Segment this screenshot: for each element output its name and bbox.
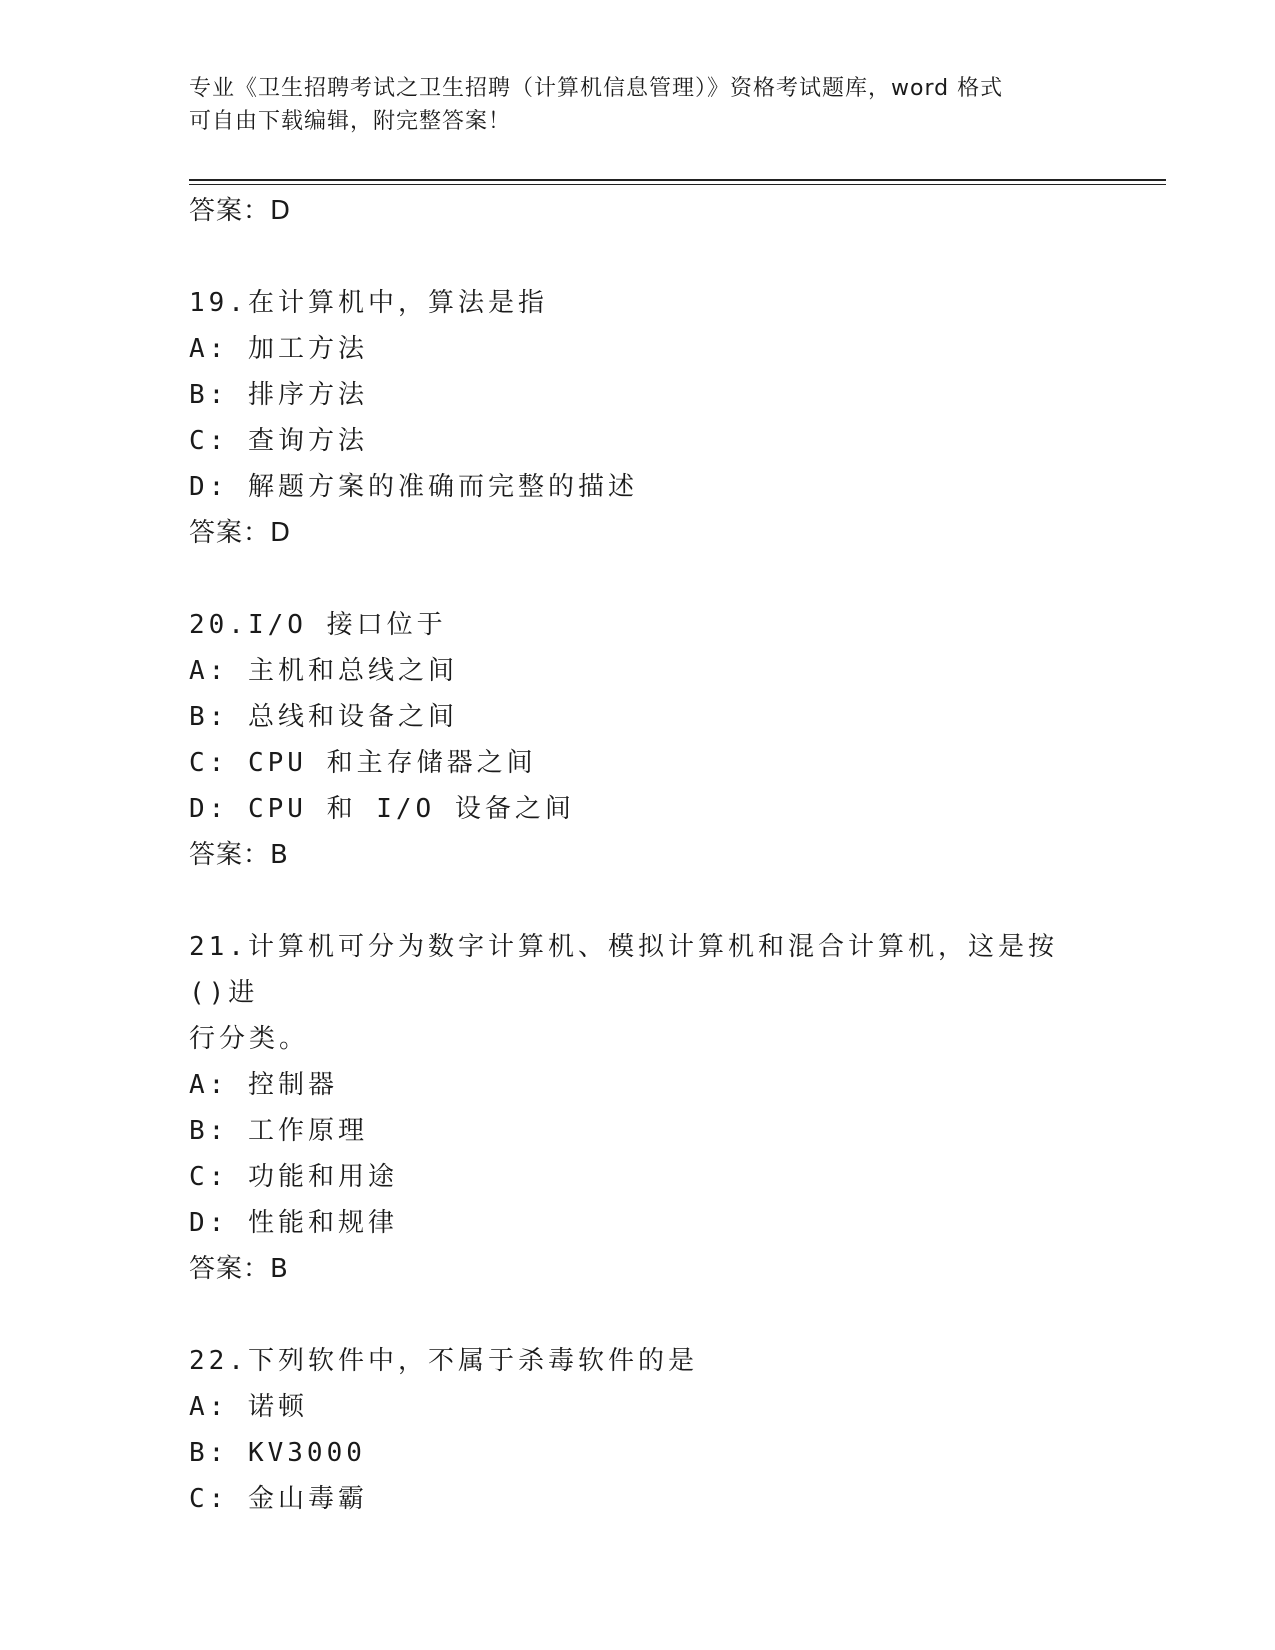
document-header xyxy=(189,72,1089,138)
question-20 xyxy=(189,602,1089,878)
question-19 xyxy=(189,280,1089,556)
option-c: C: 查询方法 xyxy=(189,426,368,456)
header-divider-thin xyxy=(189,184,1166,185)
question-stem-line-1: 21.计算机可分为数字计算机、模拟计算机和混合计算机，这是按()进 xyxy=(189,932,1058,1008)
option-d: D: CPU 和 I/O 设备之间 xyxy=(189,794,575,824)
document-body xyxy=(189,188,1089,1522)
option-a: A: 加工方法 xyxy=(189,334,368,364)
option-d: D: 性能和规律 xyxy=(189,1208,398,1238)
previous-answer: 答案：D xyxy=(189,196,292,226)
option-b: B: 排序方法 xyxy=(189,380,368,410)
option-c: C: 功能和用途 xyxy=(189,1162,398,1192)
option-b: B: KV3000 xyxy=(189,1438,366,1468)
question-21 xyxy=(189,924,1089,1292)
header-divider-thick xyxy=(189,179,1166,181)
question-stem: 22.下列软件中，不属于杀毒软件的是 xyxy=(189,1346,698,1376)
question-stem: 19.在计算机中，算法是指 xyxy=(189,288,548,318)
question-answer: 答案：B xyxy=(189,840,289,870)
header-line-2: 可自由下载编辑，附完整答案！ xyxy=(189,109,512,134)
question-22 xyxy=(189,1338,1089,1522)
option-a: A: 控制器 xyxy=(189,1070,338,1100)
option-d: D: 解题方案的准确而完整的描述 xyxy=(189,472,638,502)
option-b: B: 工作原理 xyxy=(189,1116,368,1146)
option-c: C: 金山毒霸 xyxy=(189,1484,368,1514)
question-answer: 答案：D xyxy=(189,518,292,548)
header-line-1: 专业《卫生招聘考试之卫生招聘（计算机信息管理）》资格考试题库，word 格式 xyxy=(189,76,1004,101)
option-a: A: 诺顿 xyxy=(189,1392,308,1422)
question-stem-line-2: 行分类。 xyxy=(189,1024,310,1054)
option-c: C: CPU 和主存储器之间 xyxy=(189,748,537,778)
question-stem: 20.I/O 接口位于 xyxy=(189,610,447,640)
option-a: A: 主机和总线之间 xyxy=(189,656,458,686)
question-answer: 答案：B xyxy=(189,1254,289,1284)
option-b: B: 总线和设备之间 xyxy=(189,702,458,732)
